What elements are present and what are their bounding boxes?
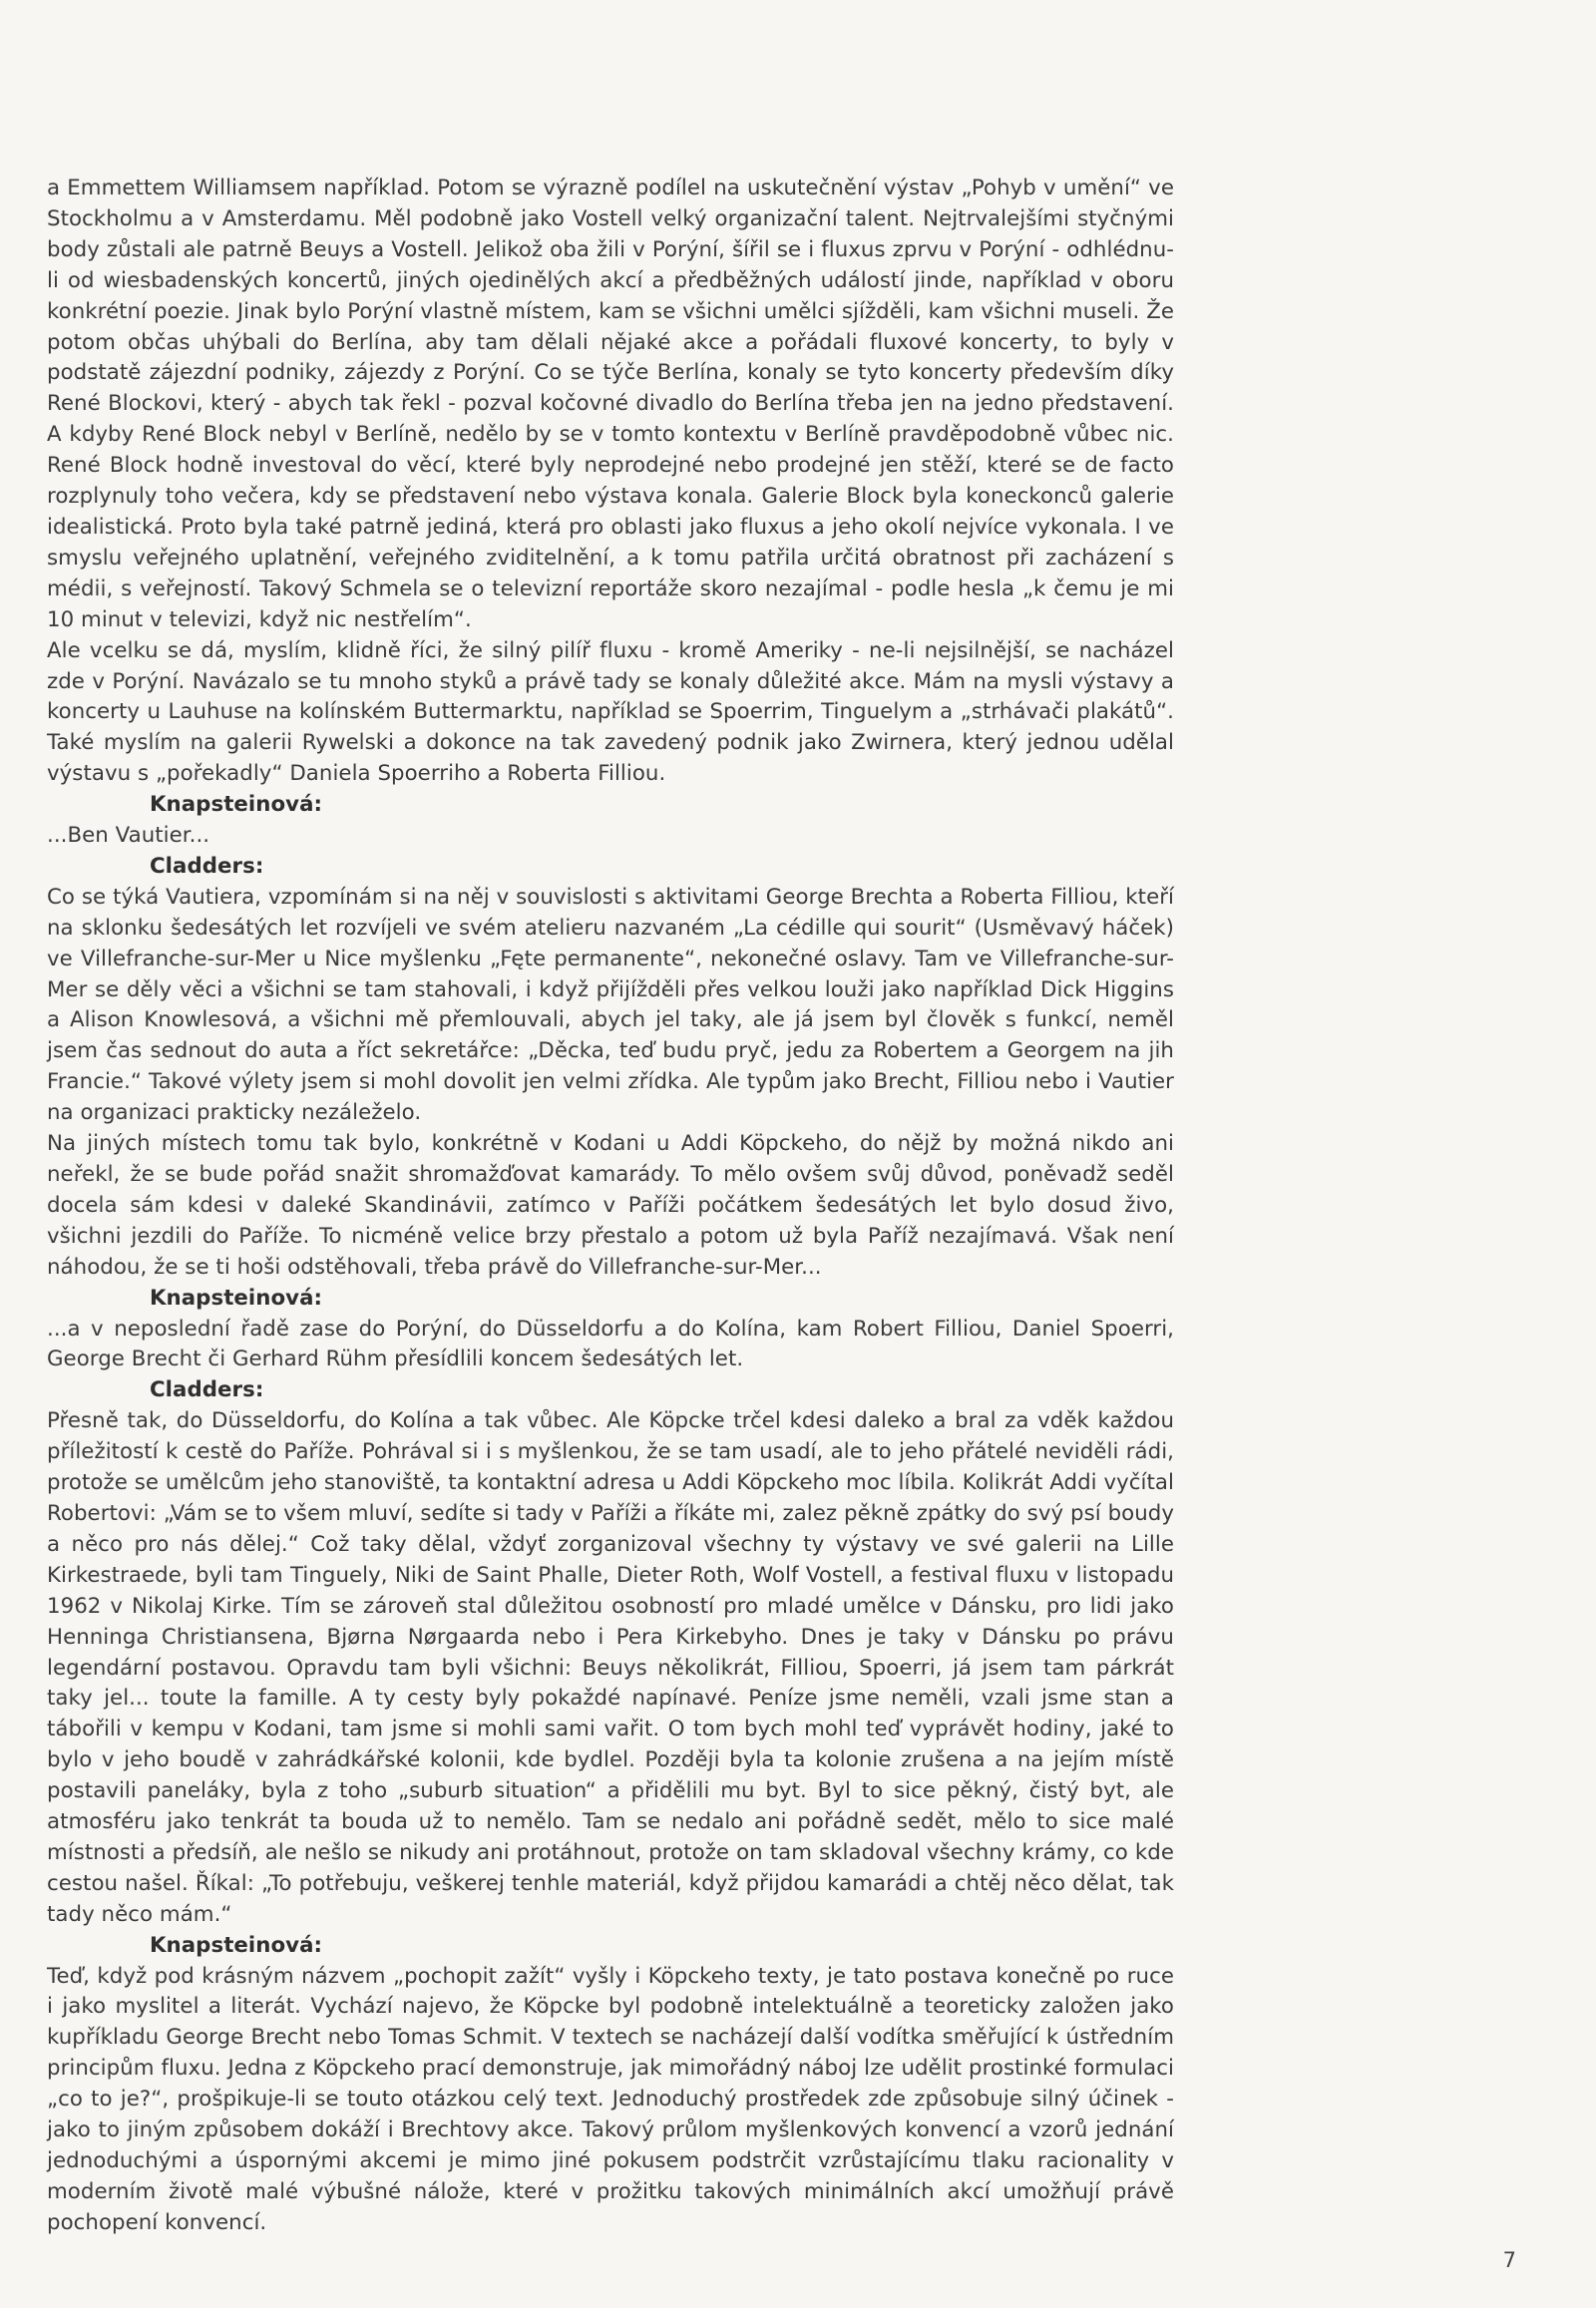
speaker-label: Knapsteinová: — [150, 1932, 323, 1958]
paragraph: Co se týká Vautiera, vzpomínám si na něj v souvislosti s aktivitami George Brechta a Roberta Filliou, kteří na sklonku šedesátých let rozvíjeli ve svém atelieru nazvaném „La cédille qui sourit“ (Usměvavý háček) ve Villefranche-sur-Mer u Nice myšlenku „Fęte permanente“, nekonečné oslavy. Tam ve Villefranche-sur-Mer se děly věci a všichni se tam stahovali, i když přijížděli přes velkou louži jako například Dick Higgins a Alison Knowlesová, a všichni mě přemlouvali, abych jel taky, ale já jsem byl člověk s funkcí, neměl jsem čas sednout do auta a říct sekretářce: „Děcka, teď budu pryč, jedu za Robertem a Georgem na jih Francie.“ Takové výlety jsem si mohl dovolit jen velmi zřídka. Ale typům jako Brecht, Filliou nebo i Vautier na organizaci prakticky nezáleželo. — [47, 884, 1174, 1126]
paragraph: Na jiných místech tomu tak bylo, konkrétně v Kodani u Addi Köpckeho, do nějž by možná nikdo ani neřekl, že se bude pořád snažit shromažďovat kamarády. To mělo ovšem svůj důvod, poněvadž seděl docela sám kdesi v daleké Skandinávii, zatímco v Paříži počátkem šedesátých let bylo dosud živo, všichni jezdili do Paříže. To nicméně velice brzy přestalo a potom už byla Paříž nezajímavá. Však není náhodou, že se ti hoši odstěhovali, třeba právě do Villefranche-sur-Mer... — [47, 1131, 1174, 1280]
paragraph: ...a v neposlední řadě zase do Porýní, do Düsseldorfu a do Kolína, kam Robert Filliou, Daniel Spoerri, George Brecht či Gerhard Rühm přesídlili koncem šedesátých let. — [47, 1316, 1174, 1372]
paragraph: Přesně tak, do Düsseldorfu, do Kolína a tak vůbec. Ale Köpcke trčel kdesi daleko a bral za vděk každou příležitostí k cestě do Paříže. Pohrával si i s myšlenkou, že se tam usadí, ale to jeho přátelé neviděli rádi, protože se umělcům jeho stanoviště, ta kontaktní adresa u Addi Köpckeho moc líbila. Kolikrát Addi vyčítal Robertovi: „Vám se to všem mluví, sedíte si tady v Paříži a říkáte mi, zalez pěkně zpátky do svý psí boudy a něco pro nás dělej.“ Což taky dělal, vždyť zorganizoval všechny ty výstavy ve své galerii na Lille Kirkestraede, byli tam Tinguely, Niki de Saint Phalle, Dieter Roth, Wolf Vostell, a festival fluxu v listopadu 1962 v Nikolaj Kirke. Tím se zároveň stal důležitou osobností pro mladé umělce v Dánsku, pro lidi jako Henninga Christiansena, Bjørna Nørgaarda nebo i Pera Kirkebyho. Dnes je taky v Dánsku po právu legendární postavou. Opravdu tam byli všichni: Beuys několikrát, Filliou, Spoerri, já jsem tam párkrát taky jel... toute la famille. A ty cesty byly pokaždé napínavé. Peníze jsme neměli, vzali jsme stan a tábořili v kempu v Kodani, tam jsme si mohli sami vařit. O tom bych mohl teď vyprávět hodiny, jaké to bylo v jeho boudě v zahrádkářské kolonii, kde bydlel. Později byla ta kolonie zrušena a na jejím místě postavili paneláky, byla z toho „suburb situation“ a přidělili mu byt. Byl to sice pěkný, čistý byt, ale atmosféru jako tenkrát ta bouda už to nemělo. Tam se nedalo ani pořádně sedět, mělo to sice malé místnosti a předsíň, ale nešlo se nikudy ani protáhnout, protože on tam skladoval všechny krámy, co kde cestou našel. Říkal: „To potřebuju, veškerej tenhle materiál, když přijdou kamarádi a chtěj něco dělat, tak tady něco mám.“ — [47, 1408, 1174, 1927]
speaker-label: Knapsteinová: — [150, 792, 323, 818]
paragraph: a Emmettem Williamsem například. Potom se výrazně podílel na uskutečnění výstav „Pohyb v umění“ ve Stockholmu a v Amsterdamu. Měl podobně jako Vostell velký organizační talent. Nejtrvalejšími styčnými body zůstali ale patrně Beuys a Vostell. Jelikož oba žili v Porýní, šířil se i fluxus zprvu v Porýní - odhlédnu-li od wiesbadenských koncertů, jiných ojedinělých akcí a předběžných událostí jinde, například v oboru konkrétní poezie. Jinak bylo Porýní vlastně místem, kam se všichni umělci sjížděli, kam všichni museli. Že potom občas uhýbali do Berlína, aby tam dělali nějaké akce a pořádali fluxové koncerty, to byly v podstatě zájezdní podniky, zájezdy z Porýní. Co se týče Berlína, konaly se tyto koncerty především díky René Blockovi, který - abych tak řekl - pozval kočovné divadlo do Berlína třeba jen na jedno představení. A kdyby René Block nebyl v Berlíně, nedělo by se v tomto kontextu v Berlíně pravděpodobně vůbec nic. René Block hodně investoval do věcí, které byly neprodejné nebo prodejné jen stěží, které se de facto rozplynuly toho večera, kdy se představení nebo výstava konala. Galerie Block byla koneckonců galerie idealistická. Proto byla také patrně jediná, která pro oblasti jako fluxus a jeho okolí nejvíce vykonala. I ve smyslu veřejného uplatnění, veřejného zviditelnění, a k tomu patřila určitá obratnost při zacházení s médii, s veřejností. Takový Schmela se o televizní reportáže skoro nezajímal - podle hesla „k čemu je mi 10 minut v televizi, když nic nestřelím“. — [47, 176, 1174, 632]
paragraph: Teď, když pod krásným názvem „pochopit zažít“ vyšly i Köpckeho texty, je tato postava konečně po ruce i jako myslitel a literát. Vychází najevo, že Köpcke byl podobně intelektuálně a teoreticky založen jako kupříkladu George Brecht nebo Tomas Schmit. V textech se nacházejí další vodítka směřující k ústředním principům fluxu. Jedna z Köpckeho prací demonstruje, jak mimořádný náboj lze udělit prostinké formulaci „co to je?“, prošpikuje-li se touto otázkou celý text. Jednoduchý prostředek zde způsobuje silný účinek - jako to jiným způsobem dokáží i Brechtovy akce. Takový průlom myšlenkových konvencí a vzorů jednání jednoduchými a úspornými akcemi je mimo jiné pokusem podstrčit vzrůstajícímu tlaku racionality v moderním životě malé výbušné nálože, které v prožitku takových minimálních akcí umožňují právě pochopení konvencí. — [47, 1963, 1174, 2235]
speaker-label: Knapsteinová: — [150, 1285, 323, 1311]
paragraph: ...Ben Vautier... — [47, 823, 210, 849]
body-text — [47, 174, 1174, 2239]
page-number: 7 — [1502, 2248, 1516, 2272]
paragraph: Ale vcelku se dá, myslím, klidně říci, že silný pilíř fluxu - kromě Ameriky - ne-li nejsilnější, se nacházel zde v Porýní. Navázalo se tu mnoho styků a právě tady se konaly důležité akce. Mám na mysli výstavy a koncerty u Lauhuse na kolínském Buttermarktu, například se Spoerrim, Tinguelym a „strhávači plakátů“. Také myslím na galerii Rywelski a dokonce na tak zavedený podnik jako Zwirnera, který jednou udělal výstavu s „pořekadly“ Daniela Spoerriho a Roberta Filliou. — [47, 637, 1174, 787]
speaker-label: Cladders: — [150, 853, 264, 879]
speaker-label: Cladders: — [150, 1377, 264, 1403]
